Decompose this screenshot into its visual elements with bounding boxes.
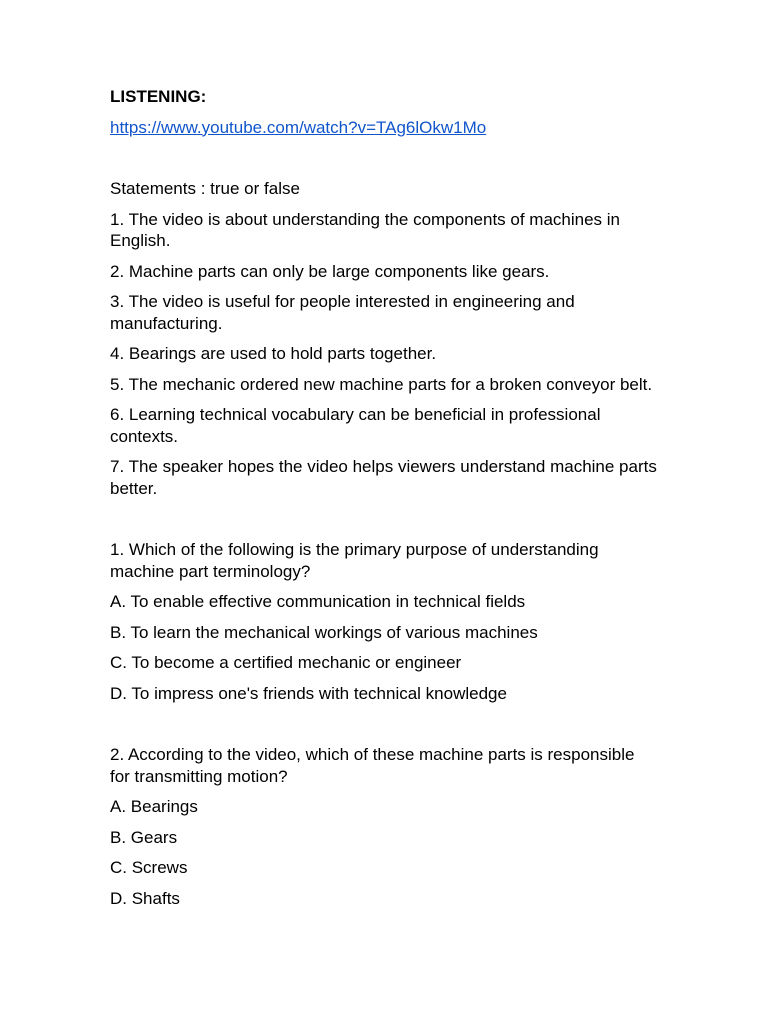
statement-item: 4. Bearings are used to hold parts together. [110,344,437,363]
question-1-option-a: A. To enable effective communication in technical fields [110,592,526,611]
question-1-option-c: C. To become a certified mechanic or engineer [110,653,462,672]
statement-item: 5. The mechanic ordered new machine parts for a broken conveyor belt. [110,374,653,394]
section-gap [110,713,658,744]
statement-item: 6. Learning technical vocabulary can be beneficial in professional contexts. [110,405,601,446]
statements-title: Statements : true or false [110,179,300,198]
listening-heading: LISTENING: [110,87,207,106]
section-gap [110,147,658,178]
question-2-option-d: D. Shafts [110,888,180,908]
statement-item: 1. The video is about understanding the components of machines in English. [110,209,621,250]
section-gap [110,508,658,539]
question-1-text: 1. Which of the following is the primary purpose of understanding machine part terminology? [110,540,599,581]
statement-item: 7. The speaker hopes the video helps viewers understand machine parts better. [110,457,657,498]
question-2-option-c: C. Screws [110,858,188,877]
statement-item: 2. Machine parts can only be large components like gears. [110,261,550,281]
question-2-option-b: B. Gears [110,827,178,847]
question-2-text: 2. According to the video, which of these machine parts is responsible for transmitting motion? [110,745,635,786]
question-2-option-a: A. Bearings [110,797,198,816]
youtube-link[interactable]: https://www.youtube.com/watch?v=TAg6lOkw1Mo [110,117,487,137]
question-1-option-b: B. To learn the mechanical workings of various machines [110,622,538,642]
question-1-option-d: D. To impress one's friends with technical knowledge [110,683,507,703]
statement-item: 3. The video is useful for people interested in engineering and manufacturing. [110,292,575,333]
